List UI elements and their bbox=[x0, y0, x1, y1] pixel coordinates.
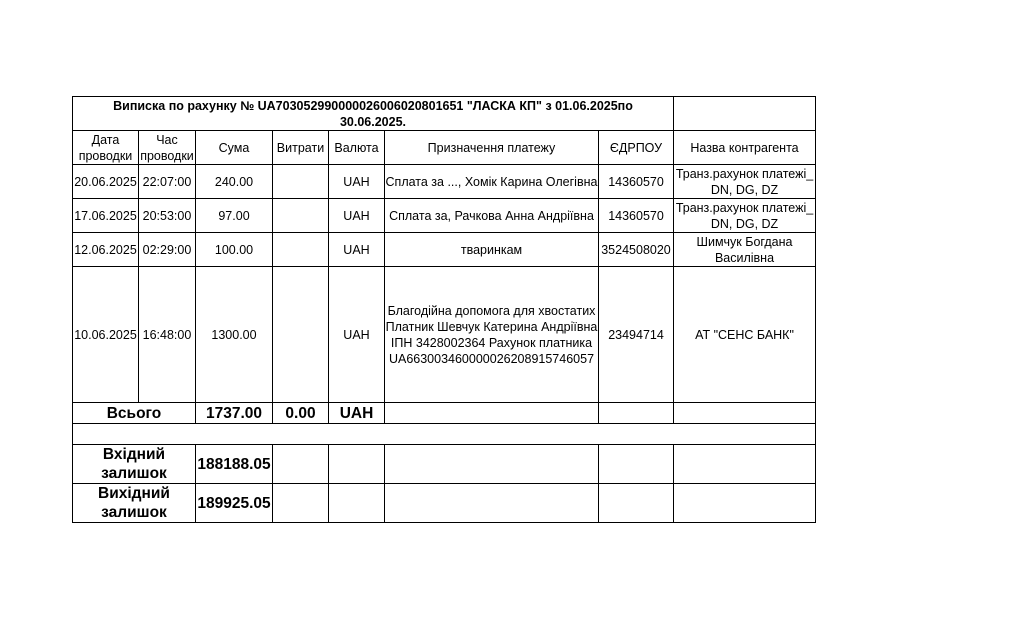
cell-counterparty: Шимчук Богдана Василівна bbox=[674, 233, 816, 267]
balance-empty-cell bbox=[599, 484, 674, 523]
cell-date: 20.06.2025 bbox=[73, 165, 139, 199]
col-header-edrpou: ЄДРПОУ bbox=[599, 131, 674, 165]
balance-empty-cell bbox=[273, 484, 329, 523]
table-row bbox=[73, 199, 816, 233]
col-header-currency: Валюта bbox=[329, 131, 385, 165]
balance-empty-cell bbox=[273, 445, 329, 484]
cell-time: 02:29:00 bbox=[139, 233, 196, 267]
statement-title: Виписка по рахунку № UA703052990000026006020801651 "ЛАСКА КП" з 01.06.2025по 30.06.2025. bbox=[73, 97, 674, 131]
balance-empty-cell bbox=[329, 445, 385, 484]
balance-empty-cell bbox=[599, 445, 674, 484]
cell-edrpou: 3524508020 bbox=[599, 233, 674, 267]
cell-amount: 100.00 bbox=[196, 233, 273, 267]
col-header-purpose: Призначення платежу bbox=[385, 131, 599, 165]
totals-empty-cell bbox=[385, 403, 599, 424]
cell-expenses bbox=[273, 199, 329, 233]
cell-counterparty: АТ "СЕНС БАНК" bbox=[674, 267, 816, 403]
cell-date: 12.06.2025 bbox=[73, 233, 139, 267]
totals-empty-cell bbox=[674, 403, 816, 424]
cell-time: 20:53:00 bbox=[139, 199, 196, 233]
closing-balance-value: 189925.05 bbox=[196, 484, 273, 523]
cell-edrpou: 14360570 bbox=[599, 165, 674, 199]
cell-time: 22:07:00 bbox=[139, 165, 196, 199]
table-row bbox=[73, 165, 816, 199]
totals-label: Всього bbox=[73, 403, 196, 424]
totals-empty-cell bbox=[599, 403, 674, 424]
cell-counterparty: Транз.рахунок платежі_ DN, DG, DZ bbox=[674, 199, 816, 233]
balance-empty-cell bbox=[674, 484, 816, 523]
cell-purpose: Благодійна допомога для хвостатих Платник Шевчук Катерина Андріївна ІПН 3428002364 Рахунок платника UA663003460000026208915746057 bbox=[385, 267, 599, 403]
spacer-row bbox=[73, 424, 816, 445]
col-header-counterparty: Назва контрагента bbox=[674, 131, 816, 165]
cell-amount: 1300.00 bbox=[196, 267, 273, 403]
closing-balance-label: Вихідний залишок bbox=[73, 484, 196, 523]
cell-currency: UAH bbox=[329, 233, 385, 267]
balance-empty-cell bbox=[385, 484, 599, 523]
cell-date: 10.06.2025 bbox=[73, 267, 139, 403]
title-empty-cell bbox=[674, 97, 816, 131]
cell-amount: 240.00 bbox=[196, 165, 273, 199]
closing-balance-row bbox=[73, 484, 816, 523]
balance-empty-cell bbox=[674, 445, 816, 484]
spacer-cell bbox=[73, 424, 816, 445]
table-row bbox=[73, 233, 816, 267]
cell-currency: UAH bbox=[329, 199, 385, 233]
cell-currency: UAH bbox=[329, 165, 385, 199]
title-row bbox=[73, 97, 816, 131]
opening-balance-value: 188188.05 bbox=[196, 445, 273, 484]
totals-row bbox=[73, 403, 816, 424]
opening-balance-label: Вхідний залишок bbox=[73, 445, 196, 484]
cell-counterparty: Транз.рахунок платежі_ DN, DG, DZ bbox=[674, 165, 816, 199]
cell-edrpou: 23494714 bbox=[599, 267, 674, 403]
header-row bbox=[73, 131, 816, 165]
col-header-time: Час проводки bbox=[140, 132, 194, 163]
cell-expenses bbox=[273, 267, 329, 403]
cell-purpose: Сплата за ..., Хомік Карина Олегівна bbox=[385, 165, 599, 199]
col-header-expenses: Витрати bbox=[273, 131, 329, 165]
table-row bbox=[73, 267, 816, 403]
totals-currency: UAH bbox=[329, 403, 385, 424]
balance-empty-cell bbox=[329, 484, 385, 523]
cell-edrpou: 14360570 bbox=[599, 199, 674, 233]
cell-amount: 97.00 bbox=[196, 199, 273, 233]
statement-table bbox=[72, 96, 816, 523]
cell-expenses bbox=[273, 165, 329, 199]
cell-date: 17.06.2025 bbox=[73, 199, 139, 233]
cell-currency: UAH bbox=[329, 267, 385, 403]
cell-expenses bbox=[273, 233, 329, 267]
totals-amount: 1737.00 bbox=[196, 403, 273, 424]
totals-expenses: 0.00 bbox=[273, 403, 329, 424]
col-header-amount: Сума bbox=[196, 131, 273, 165]
balance-empty-cell bbox=[385, 445, 599, 484]
col-header-date: Дата проводки bbox=[73, 131, 139, 165]
cell-purpose: Сплата за, Рачкова Анна Андріївна bbox=[385, 199, 599, 233]
opening-balance-row bbox=[73, 445, 816, 484]
cell-purpose: тваринкам bbox=[385, 233, 599, 267]
cell-time: 16:48:00 bbox=[139, 267, 196, 403]
